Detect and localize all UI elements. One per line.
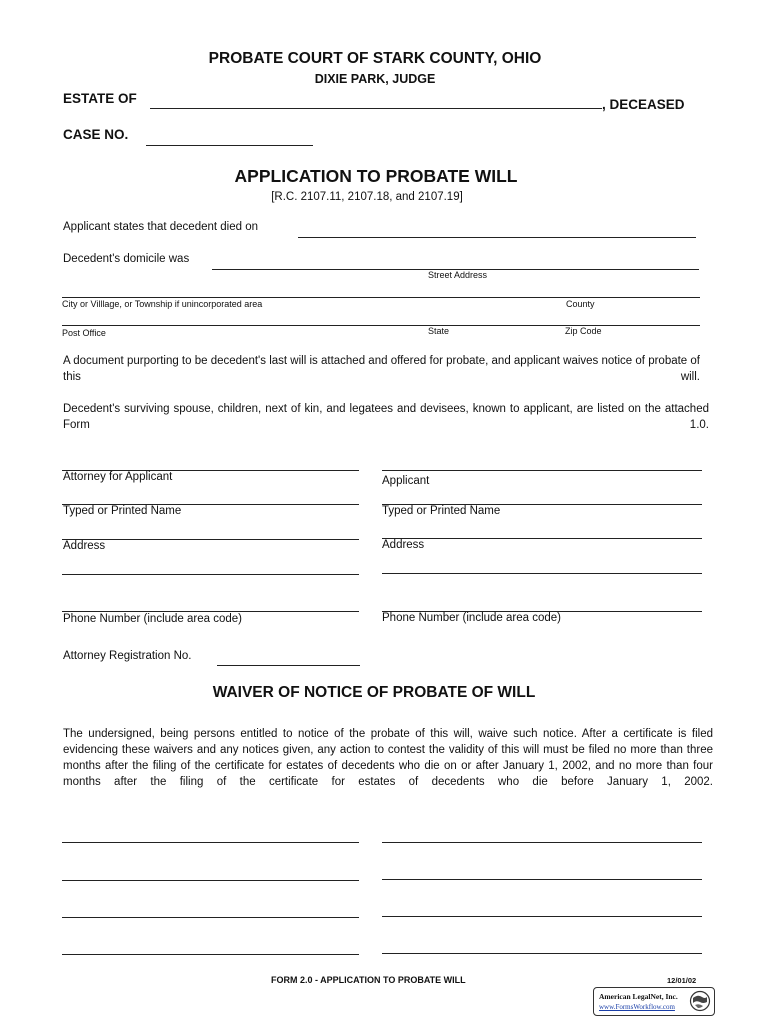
waiver-signature-line-4-left[interactable] bbox=[62, 954, 359, 955]
waiver-signature-line-2-left[interactable] bbox=[62, 880, 359, 881]
american-legalnet-logo bbox=[593, 987, 715, 1016]
case-number-label: CASE NO. bbox=[63, 127, 129, 142]
globe-icon bbox=[689, 990, 711, 1012]
waiver-signature-line-3-left[interactable] bbox=[62, 917, 359, 918]
deceased-label: , DECEASED bbox=[602, 97, 685, 112]
city-caption: City or Villlage, or Township if unincorporated area bbox=[62, 299, 263, 309]
post-office-caption: Post Office bbox=[62, 328, 106, 338]
attorney-for-applicant-label: Attorney for Applicant bbox=[63, 471, 173, 483]
attorney-address-label: Address bbox=[63, 540, 106, 552]
attorney-phone-label: Phone Number (include area code) bbox=[63, 613, 242, 625]
applicant-label: Applicant bbox=[382, 475, 430, 487]
date-of-death-label: Applicant states that decedent died on bbox=[63, 221, 259, 233]
attorney-registration-label: Attorney Registration No. bbox=[63, 650, 192, 662]
city-county-line[interactable] bbox=[62, 297, 700, 298]
waiver-title: WAIVER OF NOTICE OF PROBATE OF WILL bbox=[212, 684, 536, 701]
applicant-address-label: Address bbox=[382, 539, 425, 551]
estate-label: ESTATE OF bbox=[63, 91, 137, 106]
estate-name-line[interactable] bbox=[150, 108, 602, 109]
attorney-typed-name-label: Typed or Printed Name bbox=[63, 505, 182, 517]
waiver-signature-line-3-right[interactable] bbox=[382, 916, 702, 917]
survivors-paragraph: Decedent's surviving spouse, children, next of kin, and legatees and devisees, known to applicant, are listed on the attached Form 1.0. bbox=[63, 403, 709, 431]
statute-reference: [R.C. 2107.11, 2107.18, and 2107.19] bbox=[271, 191, 463, 203]
county-caption: County bbox=[566, 299, 595, 309]
applicant-address-line[interactable] bbox=[382, 538, 702, 539]
case-number-line[interactable] bbox=[146, 145, 313, 146]
applicant-phone-label: Phone Number (include area code) bbox=[382, 612, 561, 624]
judge-name: DIXIE PARK, JUDGE bbox=[314, 72, 436, 86]
form-date: 12/01/02 bbox=[667, 976, 697, 985]
attorney-phone-line[interactable] bbox=[62, 611, 359, 612]
state-caption: State bbox=[428, 326, 450, 336]
will-offered-paragraph: A document purporting to be decedent's last will is attached and offered for probate, and applicant waives notice of probate of this will. bbox=[63, 355, 700, 383]
court-title: PROBATE COURT OF STARK COUNTY, OHIO bbox=[208, 50, 542, 67]
waiver-signature-line-4-right[interactable] bbox=[382, 953, 702, 954]
attorney-registration-line[interactable] bbox=[217, 665, 360, 666]
waiver-paragraph: The undersigned, being persons entitled to notice of the probate of this will, waive such notice. After a certificate is filed evidencing these waivers and any notices given, any action to contest the validity of this will must be filed no more than three months after the filing of the certificate for estates of decedents who die on or after January 1, 2002, and no more than four months after the filing of the certificate for estates of decedents who die before January 1, 2002. bbox=[63, 728, 713, 788]
attorney-address-line[interactable] bbox=[62, 539, 359, 540]
waiver-signature-line-2-right[interactable] bbox=[382, 879, 702, 880]
application-title: APPLICATION TO PROBATE WILL bbox=[234, 166, 518, 186]
post-office-state-zip-line[interactable] bbox=[62, 325, 700, 326]
domicile-label: Decedent's domicile was bbox=[63, 253, 190, 265]
street-address-caption: Street Address bbox=[428, 270, 488, 280]
attorney-address-line-2[interactable] bbox=[62, 574, 359, 575]
logo-url[interactable]: www.FormsWorkflow.com bbox=[599, 1003, 675, 1011]
applicant-signature-line[interactable] bbox=[382, 470, 702, 471]
zip-caption: Zip Code bbox=[565, 326, 602, 336]
waiver-signature-line-1-right[interactable] bbox=[382, 842, 702, 843]
form-footer-label: FORM 2.0 - APPLICATION TO PROBATE WILL bbox=[271, 975, 466, 985]
date-of-death-line[interactable] bbox=[298, 237, 696, 238]
applicant-typed-name-label: Typed or Printed Name bbox=[382, 505, 501, 517]
waiver-signature-line-1-left[interactable] bbox=[62, 842, 359, 843]
logo-company-name: American LegalNet, Inc. bbox=[599, 992, 678, 1001]
applicant-address-line-2[interactable] bbox=[382, 573, 702, 574]
